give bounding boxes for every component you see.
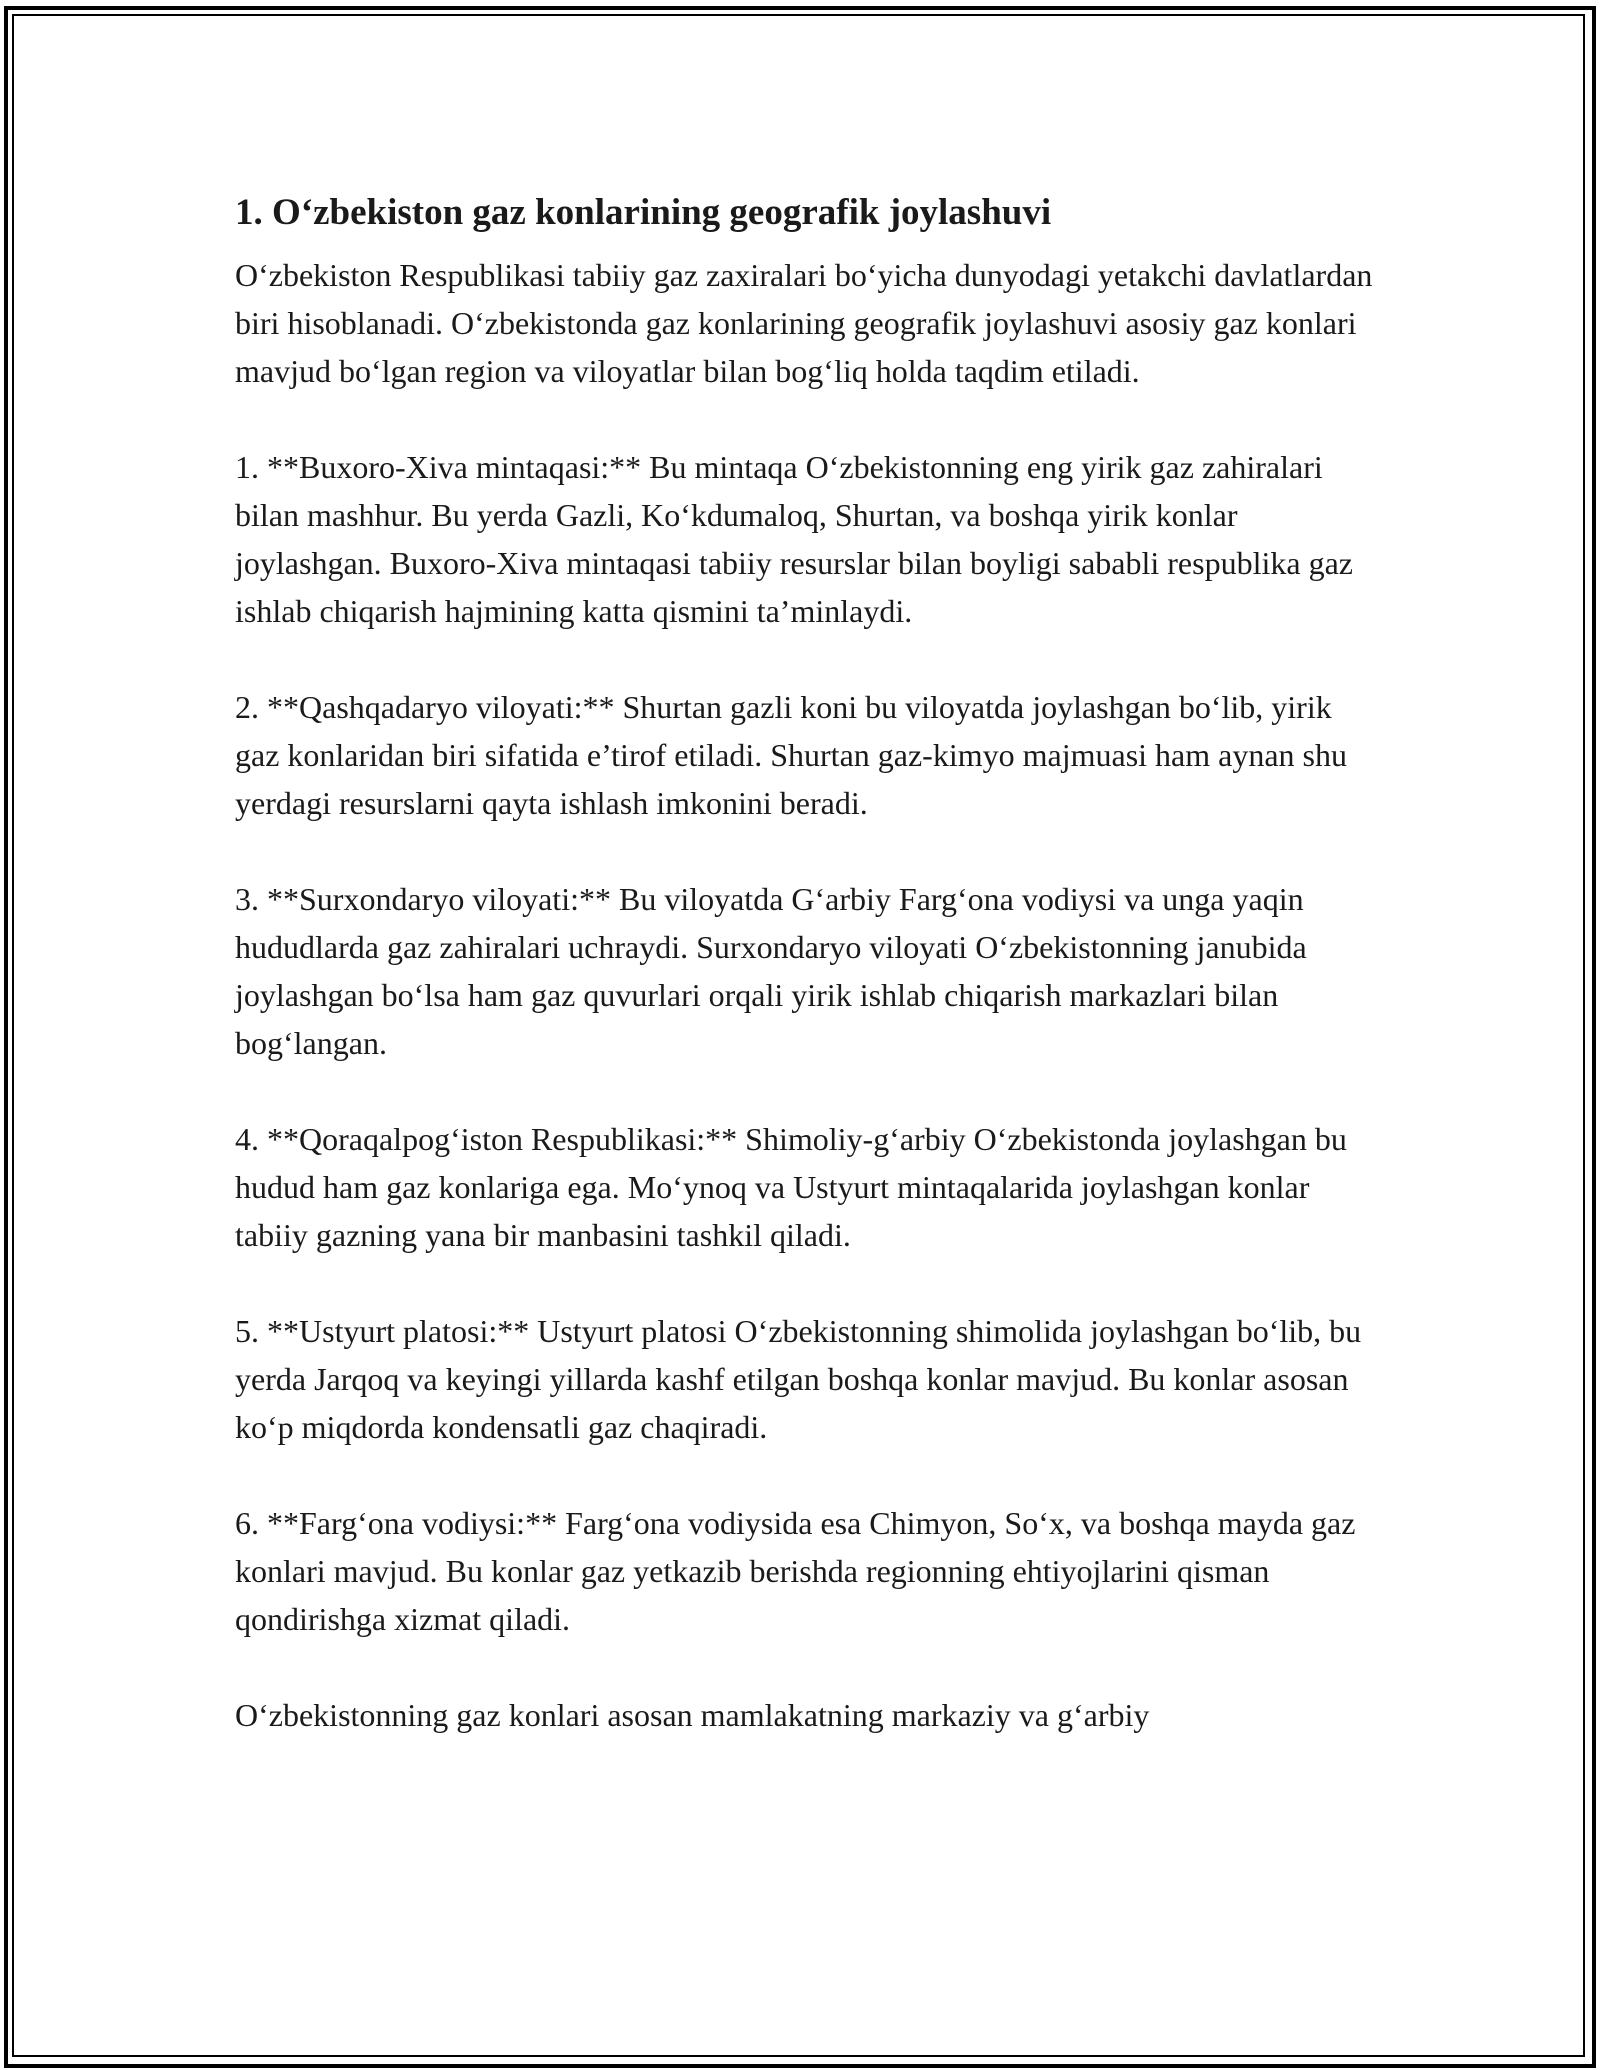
list-item-buxoro-xiva: 1. **Buxoro-Xiva mintaqasi:** Bu mintaqa O‘zbekistonning eng yirik gaz zahiralari bilan mashhur. Bu yerda Gazli, Ko‘kdumaloq, Shurtan, va boshqa yirik konlar joylashgan. Buxoro-Xiva mintaqasi tabiiy resurslar bilan boyligi sababli respublika gaz ishlab chiqarish hajmining katta qismini ta’minlaydi.	[235, 449, 1353, 629]
list-item-qashqadaryo: 2. **Qashqadaryo viloyati:** Shurtan gazli koni bu viloyatda joylashgan bo‘lib, yirik gaz konlaridan biri sifatida e’tirof etiladi. Shurtan gaz-kimyo majmuasi ham aynan shu yerdagi resurslarni qayta ishlash imkonini beradi.	[235, 689, 1347, 821]
list-item-fargona: 6. **Farg‘ona vodiysi:** Farg‘ona vodiysida esa Chimyon, So‘x, va boshqa mayda gaz konlari mavjud. Bu konlar gaz yetkazib berishda regionning ehtiyojlarini qisman qondirishga xizmat qiladi.	[235, 1505, 1356, 1637]
list-item-ustyurt: 5. **Ustyurt platosi:** Ustyurt platosi O‘zbekistonning shimolida joylashgan bo‘lib, bu yerda Jarqoq va keyingi yillarda kashf etilgan boshqa konlar mavjud. Bu konlar asosan ko‘p miqdorda kondensatli gaz chaqiradi.	[235, 1313, 1362, 1445]
list-item-qoraqalpogiston: 4. **Qoraqalpog‘iston Respublikasi:** Shimoliy-g‘arbiy O‘zbekistonda joylashgan bu hudud ham gaz konlariga ega. Mo‘ynoq va Ustyurt mintaqalarida joylashgan konlar tabiiy gazning yana bir manbasini tashkil qiladi.	[235, 1121, 1347, 1253]
document-body	[235, 183, 1375, 1787]
list-item-surxondaryo: 3. **Surxondaryo viloyati:** Bu viloyatda G‘arbiy Farg‘ona vodiysi va unga yaqin hududlarda gaz zahiralari uchraydi. Surxondaryo viloyati O‘zbekistonning janubida joylashgan bo‘lsa ham gaz quvurlari orqali yirik ishlab chiqarish markazlari bilan bog‘langan.	[235, 881, 1307, 1061]
intro-paragraph: O‘zbekiston Respublikasi tabiiy gaz zaxiralari bo‘yicha dunyodagi yetakchi davlatlardan biri hisoblanadi. O‘zbekistonda gaz konlarining geografik joylashuvi asosiy gaz konlari mavjud bo‘lgan region va viloyatlar bilan bog‘liq holda taqdim etiladi.	[235, 257, 1373, 389]
section-heading: 1. O‘zbekiston gaz konlarining geografik joylashuvi	[235, 192, 1052, 233]
closing-paragraph: O‘zbekistonning gaz konlari asosan mamlakatning markaziy va g‘arbiy	[235, 1697, 1150, 1733]
